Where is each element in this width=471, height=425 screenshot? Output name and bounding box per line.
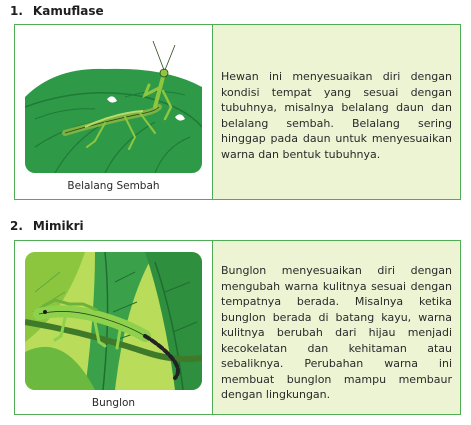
section-number: 1. [10,4,23,18]
mimikri-box [14,240,461,415]
kamuflase-box [14,24,461,200]
section-title-kamuflase [10,4,104,18]
section-description: Bunglon menyesuaikan diri dengan mengubah warna kulitnya sesuai dengan tempatnya berada. Misalnya ketika bunglon berada di batang kayu, warna kulitnya berubah dari hijau menjadi kecokelatan dan kehitaman atau sebaliknya. Perubahan warna ini membuat bunglon mampu membaur dengan lingkungan. [221,264,452,401]
image-caption: Bunglon [91,397,136,409]
section-number: 2. [10,219,23,233]
image-caption: Belalang Sembah [67,180,160,192]
section-description: Hewan ini menyesuaikan diri dengan kondisi tempat yang sesuai dengan tubuhnya, misalnya belalang daun dan belalang sembah. Belalang sering hinggap pada daun untuk menyesuaikan warna dan bentuk tubuhnya. [221,70,452,161]
mimikri-image-panel [15,241,213,414]
section-title-text: Mimikri [32,219,84,233]
kamuflase-image-panel [15,25,213,199]
praying-mantis-illustration [25,37,202,173]
section-title-mimikri [10,219,84,233]
mimikri-text-panel [213,241,460,414]
section-title-text: Kamuflase [32,4,104,18]
kamuflase-text-panel [213,25,460,199]
chameleon-illustration [25,252,202,390]
